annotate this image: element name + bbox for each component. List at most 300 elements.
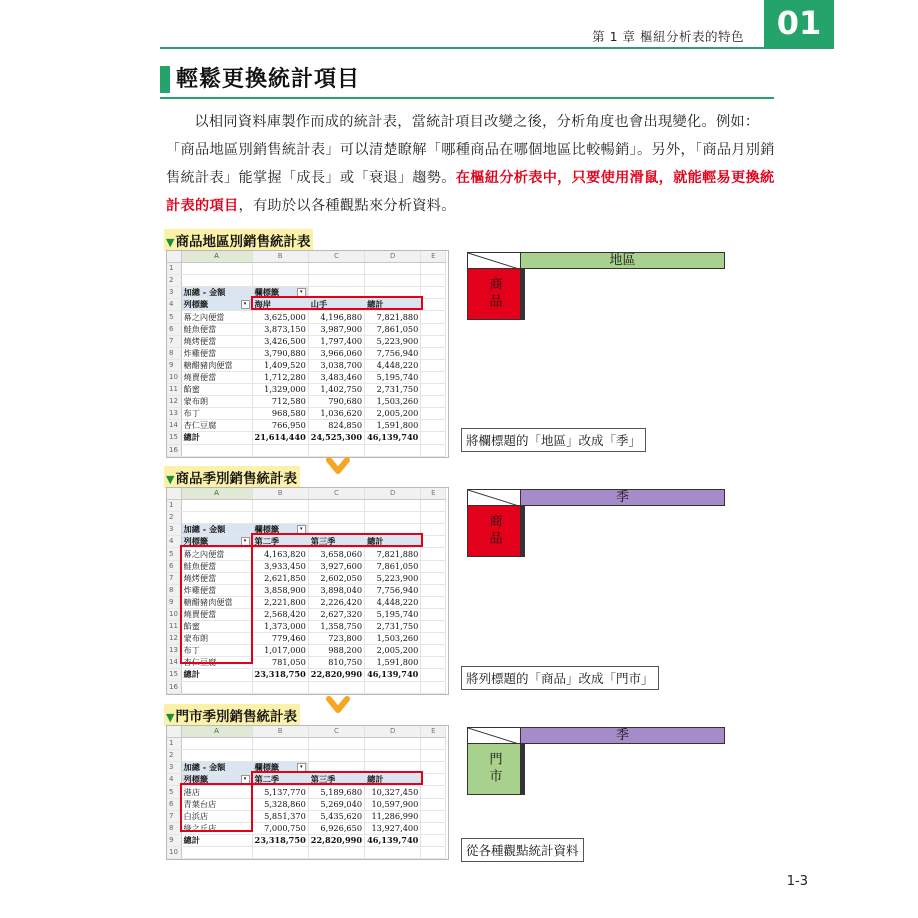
value-cell[interactable]: 766,950 bbox=[252, 420, 308, 432]
value-cell[interactable]: 3,426,500 bbox=[252, 335, 308, 347]
row-number[interactable]: 11 bbox=[167, 621, 181, 633]
row-label[interactable]: 綠之丘店 bbox=[181, 822, 252, 834]
value-cell[interactable]: 7,756,940 bbox=[365, 584, 421, 596]
cell[interactable] bbox=[421, 384, 446, 396]
row-number[interactable]: 7 bbox=[167, 335, 181, 347]
cell[interactable] bbox=[421, 810, 446, 822]
total-value[interactable]: 46,139,740 bbox=[365, 834, 421, 846]
corner-cell bbox=[467, 489, 521, 506]
cell[interactable] bbox=[421, 633, 446, 645]
cell[interactable] bbox=[421, 432, 446, 444]
column-label[interactable]: 總計 bbox=[365, 774, 421, 786]
row-number[interactable]: 16 bbox=[167, 681, 181, 693]
row-label[interactable]: 蒙布朗 bbox=[181, 633, 252, 645]
cell[interactable] bbox=[181, 750, 252, 762]
cell[interactable] bbox=[421, 396, 446, 408]
row-number[interactable]: 10 bbox=[167, 371, 181, 383]
value-cell[interactable]: 781,050 bbox=[252, 657, 308, 669]
row-number[interactable]: 15 bbox=[167, 432, 181, 444]
row-label[interactable]: 餡蜜 bbox=[181, 621, 252, 633]
cell[interactable] bbox=[365, 750, 421, 762]
value-cell[interactable]: 3,898,040 bbox=[308, 584, 364, 596]
value-cell[interactable]: 6,926,650 bbox=[308, 822, 364, 834]
value-cell[interactable]: 2,731,750 bbox=[365, 621, 421, 633]
value-cell[interactable]: 5,195,740 bbox=[365, 371, 421, 383]
dropdown-icon[interactable]: ▾ bbox=[241, 775, 250, 784]
value-cell[interactable]: 810,750 bbox=[308, 657, 364, 669]
column-label[interactable]: 山手 bbox=[308, 299, 364, 311]
column-header[interactable]: A bbox=[181, 251, 252, 263]
value-cell[interactable]: 2,226,420 bbox=[308, 596, 364, 608]
cell[interactable] bbox=[421, 621, 446, 633]
row-number[interactable]: 9 bbox=[167, 359, 181, 371]
column-label[interactable]: 總計 bbox=[365, 536, 421, 548]
diagram-row-header bbox=[467, 268, 521, 320]
cell[interactable] bbox=[252, 750, 308, 762]
corner-cell[interactable] bbox=[167, 726, 181, 738]
cell[interactable] bbox=[421, 786, 446, 798]
cell[interactable] bbox=[421, 500, 446, 512]
row-field-text: 列標籤 bbox=[183, 299, 209, 310]
cell[interactable] bbox=[421, 750, 446, 762]
cell[interactable] bbox=[252, 263, 308, 275]
cell[interactable] bbox=[365, 275, 421, 287]
cell[interactable] bbox=[308, 444, 364, 456]
value-cell[interactable]: 968,580 bbox=[252, 408, 308, 420]
row-number[interactable]: 2 bbox=[167, 750, 181, 762]
cell[interactable] bbox=[365, 681, 421, 693]
table-row bbox=[167, 323, 446, 335]
cell[interactable] bbox=[421, 560, 446, 572]
cell[interactable] bbox=[421, 738, 446, 750]
value-cell[interactable]: 7,861,050 bbox=[365, 560, 421, 572]
cell[interactable] bbox=[252, 500, 308, 512]
cell[interactable] bbox=[421, 512, 446, 524]
row-number[interactable]: 15 bbox=[167, 669, 181, 681]
row-number[interactable]: 3 bbox=[167, 524, 181, 536]
row-number[interactable]: 5 bbox=[167, 548, 181, 560]
value-cell[interactable]: 1,409,520 bbox=[252, 359, 308, 371]
value-cell[interactable]: 1,591,800 bbox=[365, 657, 421, 669]
cell[interactable] bbox=[365, 512, 421, 524]
cell[interactable] bbox=[421, 408, 446, 420]
cell[interactable] bbox=[181, 846, 252, 858]
row-number[interactable]: 4 bbox=[167, 774, 181, 786]
value-cell[interactable]: 10,327,450 bbox=[365, 786, 421, 798]
value-cell[interactable]: 2,602,050 bbox=[308, 572, 364, 584]
value-cell[interactable]: 2,568,420 bbox=[252, 608, 308, 620]
cell[interactable] bbox=[308, 500, 364, 512]
value-cell[interactable]: 5,269,040 bbox=[308, 798, 364, 810]
value-cell[interactable]: 1,503,260 bbox=[365, 633, 421, 645]
cell[interactable] bbox=[421, 681, 446, 693]
cell[interactable] bbox=[421, 335, 446, 347]
value-cell[interactable]: 2,621,850 bbox=[252, 572, 308, 584]
cell[interactable] bbox=[308, 275, 364, 287]
cell[interactable] bbox=[421, 263, 446, 275]
row-number[interactable]: 13 bbox=[167, 408, 181, 420]
value-cell[interactable]: 10,597,900 bbox=[365, 798, 421, 810]
row-label[interactable]: 糖醋豬肉便當 bbox=[181, 596, 252, 608]
cell[interactable] bbox=[365, 444, 421, 456]
value-cell[interactable]: 2,731,750 bbox=[365, 384, 421, 396]
value-cell[interactable]: 7,861,050 bbox=[365, 323, 421, 335]
value-cell[interactable]: 1,797,400 bbox=[308, 335, 364, 347]
cell[interactable] bbox=[181, 263, 252, 275]
dropdown-icon[interactable]: ▾ bbox=[297, 288, 306, 297]
row-number[interactable]: 13 bbox=[167, 645, 181, 657]
table-row bbox=[167, 275, 446, 287]
column-header[interactable]: D bbox=[365, 488, 421, 500]
dropdown-icon[interactable]: ▾ bbox=[297, 763, 306, 772]
header-rule bbox=[160, 47, 834, 49]
row-label[interactable]: 燒烤便當 bbox=[181, 572, 252, 584]
value-cell[interactable]: 1,017,000 bbox=[252, 645, 308, 657]
value-cell[interactable]: 3,038,700 bbox=[308, 359, 364, 371]
diagram-row-header-text: 商品 bbox=[486, 514, 502, 548]
table-row bbox=[167, 371, 446, 383]
chapter-number-badge: 01 bbox=[764, 0, 834, 47]
column-header[interactable]: E bbox=[421, 251, 446, 263]
cell[interactable] bbox=[421, 798, 446, 810]
diagram-row-header-text: 門市 bbox=[486, 752, 502, 786]
value-cell[interactable]: 3,790,880 bbox=[252, 347, 308, 359]
value-cell[interactable]: 2,221,800 bbox=[252, 596, 308, 608]
highlight-box bbox=[180, 545, 253, 664]
value-cell[interactable]: 5,223,900 bbox=[365, 335, 421, 347]
pivot-value-field[interactable]: 加總 - 金額 bbox=[181, 762, 252, 774]
row-label[interactable]: 燒賣便當 bbox=[181, 371, 252, 383]
row-number[interactable]: 1 bbox=[167, 263, 181, 275]
value-cell[interactable]: 4,163,820 bbox=[252, 548, 308, 560]
value-cell[interactable]: 1,591,800 bbox=[365, 420, 421, 432]
cell[interactable] bbox=[421, 287, 446, 299]
cell[interactable] bbox=[308, 263, 364, 275]
column-label[interactable]: 第二季 bbox=[252, 774, 308, 786]
column-label[interactable]: 第三季 bbox=[308, 536, 364, 548]
cell[interactable] bbox=[421, 645, 446, 657]
row-label[interactable]: 炸雞便當 bbox=[181, 584, 252, 596]
cell[interactable] bbox=[421, 846, 446, 858]
column-header[interactable]: B bbox=[252, 251, 308, 263]
row-number[interactable]: 14 bbox=[167, 657, 181, 669]
row-label[interactable]: 布丁 bbox=[181, 645, 252, 657]
column-header[interactable]: C bbox=[308, 251, 364, 263]
table-row bbox=[167, 384, 446, 396]
value-cell[interactable]: 2,005,200 bbox=[365, 645, 421, 657]
row-label[interactable]: 杏仁豆腐 bbox=[181, 657, 252, 669]
cell[interactable] bbox=[421, 323, 446, 335]
row-number[interactable]: 5 bbox=[167, 311, 181, 323]
diagram-cell bbox=[524, 540, 525, 557]
value-cell[interactable]: 824,850 bbox=[308, 420, 364, 432]
pivot-value-field[interactable]: 加總 - 金額 bbox=[181, 524, 252, 536]
cell[interactable] bbox=[252, 512, 308, 524]
value-cell[interactable]: 4,196,880 bbox=[308, 311, 364, 323]
total-label[interactable]: 總計 bbox=[181, 669, 252, 681]
row-label[interactable]: 港店 bbox=[181, 786, 252, 798]
cell[interactable] bbox=[181, 681, 252, 693]
column-header[interactable]: E bbox=[421, 488, 446, 500]
value-cell[interactable]: 1,329,000 bbox=[252, 384, 308, 396]
row-number[interactable]: 6 bbox=[167, 798, 181, 810]
row-number[interactable]: 2 bbox=[167, 275, 181, 287]
cell[interactable] bbox=[421, 371, 446, 383]
row-number[interactable]: 7 bbox=[167, 810, 181, 822]
row-label[interactable]: 燒賣便當 bbox=[181, 608, 252, 620]
value-cell[interactable]: 4,448,220 bbox=[365, 596, 421, 608]
down-arrow-icon bbox=[326, 696, 350, 718]
row-label[interactable]: 杏仁豆腐 bbox=[181, 420, 252, 432]
row-number[interactable]: 4 bbox=[167, 536, 181, 548]
cell[interactable] bbox=[421, 834, 446, 846]
row-label[interactable]: 蒙布朗 bbox=[181, 396, 252, 408]
value-cell[interactable]: 11,286,990 bbox=[365, 810, 421, 822]
value-cell[interactable]: 3,483,460 bbox=[308, 371, 364, 383]
cell[interactable] bbox=[421, 359, 446, 371]
column-label[interactable]: 第三季 bbox=[308, 774, 364, 786]
row-label[interactable]: 鮭魚便當 bbox=[181, 323, 252, 335]
value-cell[interactable]: 988,200 bbox=[308, 645, 364, 657]
row-label[interactable]: 青葉台店 bbox=[181, 798, 252, 810]
row-number[interactable]: 14 bbox=[167, 420, 181, 432]
cell[interactable] bbox=[365, 846, 421, 858]
value-cell[interactable]: 7,756,940 bbox=[365, 347, 421, 359]
value-cell[interactable]: 1,712,280 bbox=[252, 371, 308, 383]
row-number[interactable]: 10 bbox=[167, 608, 181, 620]
column-header-row bbox=[167, 488, 446, 500]
row-number[interactable]: 6 bbox=[167, 560, 181, 572]
column-header[interactable]: D bbox=[365, 251, 421, 263]
cell[interactable] bbox=[365, 263, 421, 275]
column-header[interactable]: B bbox=[252, 488, 308, 500]
column-label[interactable]: 第二季 bbox=[252, 536, 308, 548]
value-cell[interactable]: 3,658,060 bbox=[308, 548, 364, 560]
table-row bbox=[167, 834, 446, 846]
value-cell[interactable]: 5,851,370 bbox=[252, 810, 308, 822]
value-cell[interactable]: 1,358,750 bbox=[308, 621, 364, 633]
section-label bbox=[164, 704, 300, 726]
value-cell[interactable]: 3,933,450 bbox=[252, 560, 308, 572]
total-value[interactable]: 46,139,740 bbox=[365, 669, 421, 681]
cell[interactable] bbox=[421, 669, 446, 681]
column-header[interactable]: D bbox=[365, 726, 421, 738]
column-label[interactable]: 總計 bbox=[365, 299, 421, 311]
column-header-row bbox=[167, 251, 446, 263]
paragraph-text-end: ，有助於以各種觀點來分析資料。 bbox=[238, 198, 456, 214]
cell[interactable] bbox=[421, 444, 446, 456]
title-rule bbox=[160, 97, 774, 99]
value-cell[interactable]: 779,460 bbox=[252, 633, 308, 645]
row-label[interactable]: 燒烤便當 bbox=[181, 335, 252, 347]
cell[interactable] bbox=[365, 738, 421, 750]
column-header[interactable]: E bbox=[421, 726, 446, 738]
cell[interactable] bbox=[181, 275, 252, 287]
cell[interactable] bbox=[421, 524, 446, 536]
value-cell[interactable]: 1,373,000 bbox=[252, 621, 308, 633]
row-number[interactable]: 5 bbox=[167, 786, 181, 798]
table-row bbox=[167, 846, 446, 858]
value-cell[interactable]: 5,137,770 bbox=[252, 786, 308, 798]
row-number[interactable]: 1 bbox=[167, 738, 181, 750]
total-value[interactable]: 22,820,990 bbox=[308, 834, 364, 846]
total-value[interactable]: 46,139,740 bbox=[365, 432, 421, 444]
cell[interactable] bbox=[421, 275, 446, 287]
value-cell[interactable]: 3,927,600 bbox=[308, 560, 364, 572]
row-number[interactable]: 9 bbox=[167, 834, 181, 846]
value-cell[interactable]: 3,858,900 bbox=[252, 584, 308, 596]
down-arrow-icon bbox=[326, 457, 350, 479]
page-title: 輕鬆更換統計項目 bbox=[176, 67, 361, 92]
cell[interactable] bbox=[365, 500, 421, 512]
column-header[interactable]: A bbox=[181, 488, 252, 500]
cell[interactable] bbox=[252, 846, 308, 858]
cell[interactable] bbox=[308, 512, 364, 524]
diagram-cell bbox=[524, 761, 525, 778]
row-number[interactable]: 11 bbox=[167, 384, 181, 396]
total-value[interactable]: 21,614,440 bbox=[252, 432, 308, 444]
value-cell[interactable]: 723,800 bbox=[308, 633, 364, 645]
total-label[interactable]: 總計 bbox=[181, 834, 252, 846]
pivot-value-field[interactable]: 加總 - 金額 bbox=[181, 287, 252, 299]
row-field-text: 列標籤 bbox=[183, 774, 209, 785]
section-label bbox=[164, 229, 313, 251]
row-number[interactable]: 4 bbox=[167, 299, 181, 311]
cell[interactable] bbox=[308, 681, 364, 693]
dropdown-icon[interactable]: ▾ bbox=[297, 525, 306, 534]
total-label[interactable]: 總計 bbox=[181, 432, 252, 444]
cell[interactable] bbox=[421, 608, 446, 620]
value-cell[interactable]: 5,195,740 bbox=[365, 608, 421, 620]
cell[interactable] bbox=[181, 444, 252, 456]
cell[interactable] bbox=[421, 347, 446, 359]
value-cell[interactable]: 7,821,880 bbox=[365, 311, 421, 323]
value-cell[interactable]: 5,328,860 bbox=[252, 798, 308, 810]
cell[interactable] bbox=[421, 584, 446, 596]
value-cell[interactable]: 5,189,680 bbox=[308, 786, 364, 798]
total-value[interactable]: 23,318,750 bbox=[252, 834, 308, 846]
cell[interactable] bbox=[308, 738, 364, 750]
row-label[interactable]: 鮭魚便當 bbox=[181, 560, 252, 572]
row-label[interactable]: 餡蜜 bbox=[181, 384, 252, 396]
row-number[interactable]: 3 bbox=[167, 762, 181, 774]
row-label[interactable]: 布丁 bbox=[181, 408, 252, 420]
cell[interactable] bbox=[252, 444, 308, 456]
value-cell[interactable]: 1,036,620 bbox=[308, 408, 364, 420]
cell[interactable] bbox=[181, 500, 252, 512]
value-cell[interactable]: 1,503,260 bbox=[365, 396, 421, 408]
pivot-row-field[interactable] bbox=[181, 299, 252, 311]
value-cell[interactable]: 790,680 bbox=[308, 396, 364, 408]
column-field-text: 欄標籤 bbox=[254, 287, 280, 298]
body-paragraph bbox=[166, 108, 778, 220]
cell[interactable] bbox=[181, 738, 252, 750]
cell[interactable] bbox=[252, 738, 308, 750]
cell[interactable] bbox=[421, 536, 446, 548]
cell[interactable] bbox=[308, 750, 364, 762]
diagram-cell bbox=[524, 286, 525, 303]
total-value[interactable]: 22,820,990 bbox=[308, 669, 364, 681]
value-cell[interactable]: 3,625,000 bbox=[252, 311, 308, 323]
total-value[interactable]: 23,318,750 bbox=[252, 669, 308, 681]
column-label[interactable]: 海岸 bbox=[252, 299, 308, 311]
cell[interactable] bbox=[252, 275, 308, 287]
row-number[interactable]: 1 bbox=[167, 500, 181, 512]
row-number[interactable]: 8 bbox=[167, 584, 181, 596]
value-cell[interactable]: 2,005,200 bbox=[365, 408, 421, 420]
row-number[interactable]: 9 bbox=[167, 596, 181, 608]
row-number[interactable]: 3 bbox=[167, 287, 181, 299]
cell[interactable] bbox=[308, 846, 364, 858]
cell[interactable] bbox=[421, 762, 446, 774]
value-cell[interactable]: 3,873,150 bbox=[252, 323, 308, 335]
row-number[interactable]: 7 bbox=[167, 572, 181, 584]
value-cell[interactable]: 3,966,060 bbox=[308, 347, 364, 359]
value-cell[interactable]: 7,821,880 bbox=[365, 548, 421, 560]
row-label[interactable]: 炸雞便當 bbox=[181, 347, 252, 359]
row-number[interactable]: 12 bbox=[167, 633, 181, 645]
cell[interactable] bbox=[421, 596, 446, 608]
value-cell[interactable]: 4,448,220 bbox=[365, 359, 421, 371]
row-number[interactable]: 2 bbox=[167, 512, 181, 524]
cell[interactable] bbox=[421, 311, 446, 323]
diagram-grid bbox=[520, 743, 525, 795]
row-label[interactable]: 幕之內便當 bbox=[181, 548, 252, 560]
row-label[interactable]: 白浜店 bbox=[181, 810, 252, 822]
value-cell[interactable]: 7,000,750 bbox=[252, 822, 308, 834]
row-label[interactable]: 幕之內便當 bbox=[181, 311, 252, 323]
dropdown-icon[interactable]: ▾ bbox=[241, 300, 250, 309]
table-row bbox=[167, 359, 446, 371]
row-number[interactable]: 8 bbox=[167, 822, 181, 834]
value-cell[interactable]: 1,402,750 bbox=[308, 384, 364, 396]
corner-cell[interactable] bbox=[167, 488, 181, 500]
diagram-cell bbox=[524, 269, 525, 286]
cell[interactable] bbox=[181, 512, 252, 524]
value-cell[interactable]: 5,223,900 bbox=[365, 572, 421, 584]
cell[interactable] bbox=[252, 681, 308, 693]
row-number[interactable]: 8 bbox=[167, 347, 181, 359]
table-row bbox=[167, 512, 446, 524]
cell[interactable] bbox=[421, 572, 446, 584]
column-header[interactable]: A bbox=[181, 726, 252, 738]
value-cell[interactable]: 5,435,620 bbox=[308, 810, 364, 822]
cell[interactable] bbox=[421, 657, 446, 669]
cell[interactable] bbox=[421, 420, 446, 432]
cell[interactable] bbox=[421, 822, 446, 834]
column-header[interactable]: C bbox=[308, 726, 364, 738]
row-number[interactable]: 10 bbox=[167, 846, 181, 858]
row-number[interactable]: 16 bbox=[167, 444, 181, 456]
total-value[interactable]: 24,525,300 bbox=[308, 432, 364, 444]
column-header[interactable]: B bbox=[252, 726, 308, 738]
value-cell[interactable]: 2,627,320 bbox=[308, 608, 364, 620]
dropdown-icon[interactable]: ▾ bbox=[241, 537, 250, 546]
row-number[interactable]: 6 bbox=[167, 323, 181, 335]
cell[interactable] bbox=[421, 548, 446, 560]
value-cell[interactable]: 13,927,400 bbox=[365, 822, 421, 834]
row-number[interactable]: 12 bbox=[167, 396, 181, 408]
column-header[interactable]: C bbox=[308, 488, 364, 500]
excel-sheet bbox=[166, 250, 449, 458]
corner-cell[interactable] bbox=[167, 251, 181, 263]
cell[interactable] bbox=[421, 299, 446, 311]
value-cell[interactable]: 712,580 bbox=[252, 396, 308, 408]
row-label[interactable]: 糖醋豬肉便當 bbox=[181, 359, 252, 371]
value-cell[interactable]: 3,987,900 bbox=[308, 323, 364, 335]
cell[interactable] bbox=[421, 774, 446, 786]
table-row bbox=[167, 335, 446, 347]
